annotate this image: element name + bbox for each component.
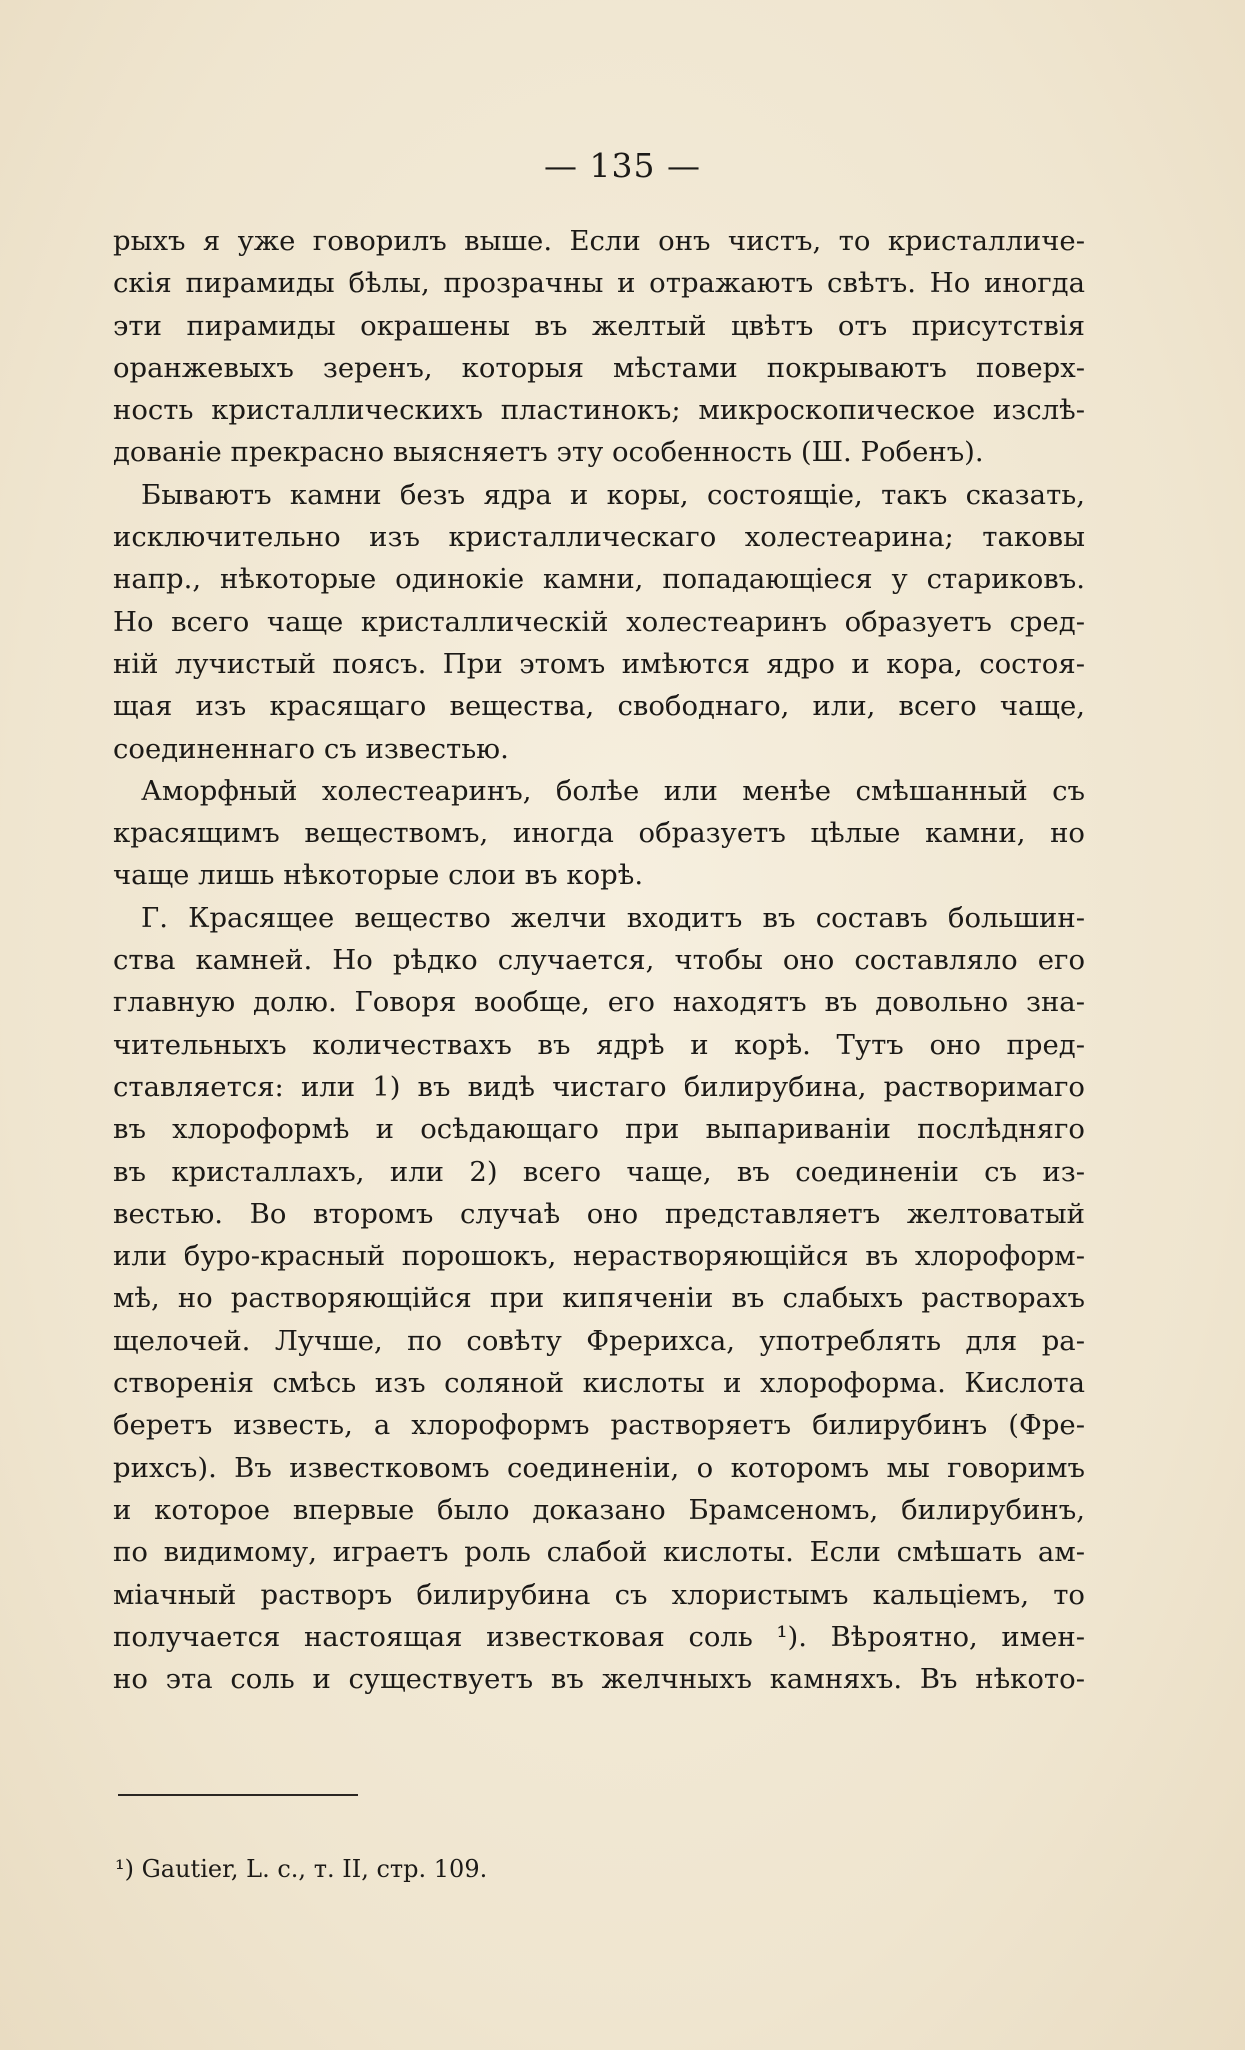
text-line: мѣ, но растворяющійся при кипяченіи въ слабыхъ растворахъ (113, 1282, 1085, 1315)
text-line: эти пирамиды окрашены въ желтый цвѣтъ отъ присутствія (113, 309, 1085, 342)
footnote: ¹) Gautier, L. c., т. II, стр. 109. (115, 1855, 488, 1883)
text-line: рихсъ). Въ известковомъ соединеніи, о которомъ мы говоримъ (113, 1451, 1085, 1484)
text-line: Бываютъ камни безъ ядра и коры, состоящіе, такъ сказать, (141, 478, 1085, 511)
text-line: въ кристаллахъ, или 2) всего чаще, въ соединеніи съ из- (113, 1155, 1085, 1188)
text-line: оранжевыхъ зеренъ, которыя мѣстами покрываютъ поверх- (113, 351, 1085, 384)
text-line: въ хлороформѣ и осѣдающаго при выпариваніи послѣдняго (113, 1113, 1085, 1146)
text-line: исключительно изъ кристаллическаго холестеарина; таковы (113, 521, 1085, 554)
paragraph-4 (113, 897, 1085, 1701)
text-line: щая изъ красящаго вещества, свободнаго, или, всего чаще, (113, 690, 1085, 723)
text-line: дованіе прекрасно выясняетъ эту особенность (Ш. Робенъ). (113, 436, 984, 469)
text-line: міачный растворъ билирубина съ хлористымъ кальціемъ, то (113, 1578, 1085, 1611)
text-line: красящимъ веществомъ, иногда образуетъ цѣлые камни, но (113, 817, 1085, 850)
page-number: — 135 — (544, 146, 701, 185)
text-line: соединеннаго съ известью. (113, 732, 509, 765)
text-line: но эта соль и существуетъ въ желчныхъ камняхъ. Въ нѣкото- (113, 1663, 1085, 1696)
text-line: скія пирамиды бѣлы, прозрачны и отражаютъ свѣтъ. Но иногда (113, 267, 1085, 300)
text-line: Г. Красящее вещество желчи входитъ въ составъ большин- (141, 901, 1085, 934)
text-line: получается настоящая известковая соль ¹). Вѣроятно, имен- (113, 1620, 1085, 1653)
text-line: рыхъ я уже говорилъ выше. Если онъ чистъ, то кристалличе- (113, 225, 1085, 257)
text-line: главную долю. Говоря вообще, его находятъ въ довольно зна- (113, 986, 1085, 1019)
text-line: вестью. Во второмъ случаѣ оно представляетъ желтоватый (113, 1197, 1085, 1230)
text-line: ства камней. Но рѣдко случается, чтобы оно составляло его (113, 944, 1085, 977)
text-line: по видимому, играетъ роль слабой кислоты. Если смѣшать ам- (113, 1536, 1085, 1569)
text-line: ній лучистый поясъ. При этомъ имѣются ядро и кора, состоя- (113, 647, 1085, 680)
text-line: беретъ известь, а хлороформъ растворяетъ билирубинъ (Фре- (113, 1409, 1085, 1442)
text-line: Но всего чаще кристаллическій холестеаринъ образуетъ сред- (113, 605, 1085, 638)
footnote-divider (118, 1794, 358, 1796)
body-text (113, 220, 1085, 1700)
text-line: щелочей. Лучше, по совѣту Фрерихса, употреблять для ра- (113, 1324, 1085, 1357)
paragraph-1 (113, 220, 1085, 474)
text-line: и которое впервые было доказано Брамсеномъ, билирубинъ, (113, 1493, 1085, 1526)
text-line: ставляется: или 1) въ видѣ чистаго билирубина, растворимаго (113, 1070, 1085, 1103)
text-line: или буро-красный порошокъ, нерастворяющійся въ хлороформ- (113, 1240, 1085, 1273)
text-line: ность кристаллическихъ пластинокъ; микроскопическое изслѣ- (113, 394, 1085, 427)
paragraph-3 (113, 770, 1085, 897)
text-line: чаще лишь нѣкоторые слои въ корѣ. (113, 859, 644, 892)
text-line: Аморфный холестеаринъ, болѣе или менѣе смѣшанный съ (141, 774, 1085, 807)
paragraph-2 (113, 474, 1085, 770)
text-line: створенія смѣсь изъ соляной кислоты и хлороформа. Кислота (113, 1367, 1085, 1400)
text-line: напр., нѣкоторые одинокіе камни, попадающіеся у стариковъ. (113, 563, 1085, 596)
text-line: чительныхъ количествахъ въ ядрѣ и корѣ. Тутъ оно пред- (113, 1028, 1085, 1061)
